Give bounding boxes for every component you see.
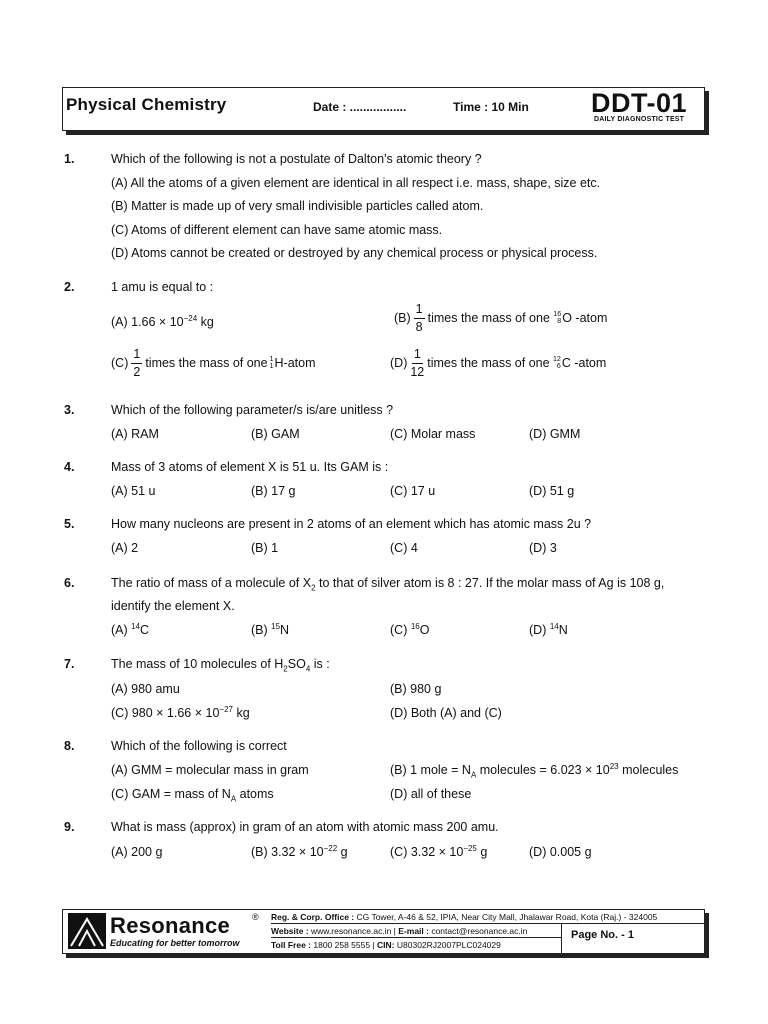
fraction-one-eighth: $\frac{1}{8}$: [415, 302, 423, 334]
q4-option-a: (A) 51 u: [111, 484, 156, 498]
q3-option-c: (C) Molar mass: [390, 427, 476, 441]
q8-option-d: (D) all of these: [390, 787, 472, 801]
footer-divider: [271, 937, 561, 938]
q5-text: How many nucleons are present in 2 atoms of an element which has atomic mass 2u ?: [111, 517, 592, 531]
contact-line: Website : www.resonance.ac.in | E-mail : contact@resonance.ac.in: [271, 926, 528, 936]
q3-number: 3.: [64, 403, 75, 417]
resonance-emblem-icon: [68, 913, 108, 951]
q5-option-c: (C) 4: [390, 541, 418, 555]
page-number: Page No. - 1: [571, 929, 634, 941]
tollfree-line: Toll Free : 1800 258 5555 | CIN: U80302RJ2007PLC024029: [271, 940, 501, 950]
isotope-label: 12 6: [553, 356, 561, 370]
q6-text-line2: identify the element X.: [111, 599, 235, 613]
footer-info: [271, 910, 704, 953]
q2-text: 1 amu is equal to :: [111, 280, 214, 294]
registered-mark: ®: [252, 912, 259, 922]
q8-text: Which of the following is correct: [111, 739, 287, 753]
q1-text: Which of the following is not a postulate of Dalton's atomic theory ?: [111, 152, 482, 166]
q9-option-c: (C) $3.32 \times 10^{-25}$ g: [390, 843, 488, 859]
q9-option-a: (A) 200 g: [111, 845, 163, 859]
q6-option-c: (C) $^{16}$O: [390, 621, 430, 637]
q1-option-c: (C) Atoms of different element can have same atomic mass.: [111, 223, 443, 237]
q2-option-b: (B) $\frac{1}{8}$ times the mass of one 16 8 O -atom: [394, 302, 608, 334]
q4-number: 4.: [64, 460, 75, 474]
q3-text: Which of the following parameter/s is/are unitless ?: [111, 403, 394, 417]
q7-option-b: (B) 980 g: [390, 682, 442, 696]
brand-name: Resonance: [110, 913, 231, 938]
isotope-label: 1 1: [269, 356, 274, 370]
q7-text: The mass of 10 molecules of $H_2SO_4$ is :: [111, 657, 330, 674]
q1-option-d: (D) Atoms cannot be created or destroyed by any chemical process or physical process.: [111, 246, 598, 260]
q8-option-b: (B) 1 mole = $N_A$ molecules = $6.023 \times 10^{23}$ molecules: [390, 761, 679, 780]
fraction-one-twelfth: $\frac{1}{12}$: [410, 347, 425, 379]
q4-option-b: (B) 17 g: [251, 484, 296, 498]
q4-text: Mass of 3 atoms of element X is 51 u. Its GAM is :: [111, 460, 389, 474]
q5-option-b: (B) 1: [251, 541, 279, 555]
q2-number: 2.: [64, 280, 75, 294]
isotope-label: 16 8: [553, 311, 562, 325]
q4-option-d: (D) 51 g: [529, 484, 575, 498]
q6-option-b: (B) $^{15}$N: [251, 621, 290, 637]
fraction-one-half: $\frac{1}{2}$: [133, 347, 141, 379]
q1-option-a: (A) All the atoms of a given element are identical in all respect i.e. mass, shape, size etc.: [111, 176, 601, 190]
q8-option-a: (A) GMM = molecular mass in gram: [111, 763, 309, 777]
q3-option-a: (A) RAM: [111, 427, 159, 441]
q7-option-a: (A) 980 amu: [111, 682, 180, 696]
resonance-logo: [66, 912, 268, 952]
q1-number: 1.: [64, 152, 75, 166]
q9-option-d: (D) 0.005 g: [529, 845, 592, 859]
q4-option-c: (C) 17 u: [390, 484, 436, 498]
q6-text: The ratio of mass of a molecule of $X_2$ to that of silver atom is 8 : 27. If the molar mass of Ag is 108 g,: [111, 576, 665, 593]
q6-option-a: (A) $^{14}$C: [111, 621, 150, 637]
q9-option-b: (B) $3.32 \times 10^{-22}$ g: [251, 843, 348, 859]
q9-number: 9.: [64, 820, 75, 834]
q7-option-c: (C) $980 \times 1.66 \times 10^{-27}$ kg: [111, 704, 250, 720]
subject-title: Physical Chemistry: [66, 95, 227, 114]
q5-option-d: (D) 3: [529, 541, 557, 555]
q3-option-d: (D) GMM: [529, 427, 581, 441]
brand-tagline: Educating for better tomorrow: [110, 938, 240, 948]
time-label: Time : 10 Min: [453, 100, 529, 114]
q3-option-b: (B) GAM: [251, 427, 300, 441]
test-code: DDT-01: [591, 88, 688, 118]
q8-number: 8.: [64, 739, 75, 753]
footer-divider: [271, 923, 704, 924]
q6-option-d: (D) $^{14}$N: [529, 621, 568, 637]
q8-option-c: (C) GAM = mass of $N_A$ atoms: [111, 787, 274, 804]
date-label: Date : .................: [313, 100, 407, 114]
test-code-subtitle: DAILY DIAGNOSTIC TEST: [594, 116, 685, 123]
q2-option-a: (A) $1.66 \times 10^{-24}$ kg: [111, 313, 214, 329]
q6-number: 6.: [64, 576, 75, 590]
q1-option-b: (B) Matter is made up of very small indivisible particles called atom.: [111, 199, 484, 213]
q7-number: 7.: [64, 657, 75, 671]
q7-option-d: (D) Both (A) and (C): [390, 706, 502, 720]
q5-number: 5.: [64, 517, 75, 531]
office-address: Reg. & Corp. Office : CG Tower, A-46 & 52, IPIA, Near City Mall, Jhalawar Road, Kota (Raj.) - 324005: [271, 912, 658, 922]
footer-divider: [561, 923, 562, 953]
q2-option-c: (C) $\frac{1}{2}$ times the mass of one 1 1 H -atom: [111, 347, 316, 379]
q2-option-d: (D) $\frac{1}{12}$ times the mass of one 12 6 C -atom: [390, 347, 607, 379]
q5-option-a: (A) 2: [111, 541, 139, 555]
q9-text: What is mass (approx) in gram of an atom with atomic mass 200 amu.: [111, 820, 499, 834]
